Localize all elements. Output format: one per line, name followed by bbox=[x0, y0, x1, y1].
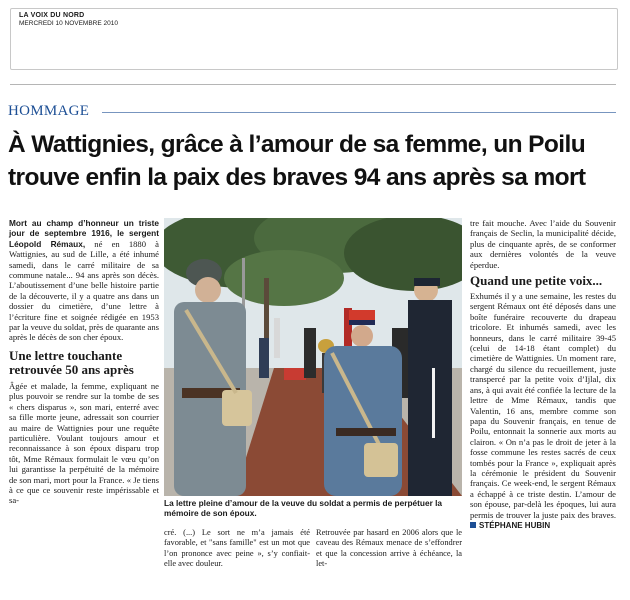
divider bbox=[10, 84, 616, 85]
lead-paragraph bbox=[9, 218, 159, 343]
column-2 bbox=[164, 528, 310, 570]
column-1 bbox=[9, 218, 159, 506]
body-paragraph: Âgée et malade, la femme, expliquant ne plus pouvoir se rendre sur la tombe de ses « chers disparus », son mari, enterré avec sa fille morte jeune, adressait son courrier au maire de Wattignies pour une requête particulière. Voulant toujours amour et reconnaissance à son époux disparu trop tôt, Mme Rémaux formulait le vœu qu’on lui garantisse la perpétuité de la mémoire de son mari, mort pour la France. « Je tiens à ce que ce souvenir reste impérissable et sa- bbox=[9, 380, 159, 506]
subheading-petite-voix: Quand une petite voix... bbox=[470, 273, 603, 289]
masthead bbox=[10, 8, 618, 70]
headline: À Wattignies, grâce à l’amour de sa femme, un Poilu trouve enfin la paix des braves 94 ans après sa mort bbox=[8, 131, 586, 191]
photo-caption: La lettre pleine d’amour de la veuve du soldat a permis de perpétuer la mémoire de son époux. bbox=[164, 498, 443, 518]
ceremony-photo bbox=[164, 218, 462, 496]
signature-square-icon bbox=[470, 522, 476, 528]
column-4-body-text: Exhumés il y a une semaine, les restes du sergent Rémaux ont été déposés dans une boîte funéraire recouverte du drapeau tricolore. Et inhumés samedi, avec les honneurs, dans le carré militaire 39-45 (celui de 14-18 étant complet) du cimetière de Wattignies. Un moment rare, chargé du silence du recueillement, juste transpercé par la petite voix d’Ijlal, dix ans, à qui avait été confiée la lecture de la lettre de Mme Rémaux, tandis que Valentin, 16 ans, membre comme son papa du Souvenir français, en tenue de Poilu, entonnait la sonnerie aux morts au clairon. « On n’a pas le droit de jeter à la fosse commune les restes sacrés de ceux tombés pour la France », expliquait après la cérémonie le président du Souvenir français. Ce week-end, le sergent Rémaux a échappé à ce triste destin. L’amour de son épouse, par-delà les époques, lui aura permis de trouver la juste paix des braves. bbox=[470, 291, 616, 520]
author-signature: STÉPHANE HUBIN bbox=[479, 520, 551, 530]
column-3 bbox=[316, 528, 462, 570]
column-2-text: cré. (...) Le sort ne m’a jamais été favorable, et "sans famille" est un mot que l’on prononce avec peine », s’y confiait-elle avec douleur. bbox=[164, 528, 310, 569]
rubric-divider bbox=[102, 112, 616, 113]
publication-date: MERCREDI 10 NOVEMBRE 2010 bbox=[19, 20, 118, 27]
column-4-body bbox=[470, 291, 616, 531]
column-3-text: Retrouvée par hasard en 2006 alors que le caveau des Rémaux menace de s’effondrer et que la concession arrive à échéance, la let- bbox=[316, 528, 462, 569]
ceremony-photo-image bbox=[164, 218, 462, 496]
lead-rest: né en 1880 à Wattignies, au sud de Lille, a été inhumé samedi, dans le carré militaire de sa commune natale... 94 ans après son décès. L’aboutissement d’une belle histoire partie de la découverte, il y a quatre ans dans un dossier du cimetière, d’une lettre à l’écriture fine et soignée rédigée en 1953 par la veuve du soldat, près de quarante ans après le décès de son cher époux. bbox=[9, 238, 159, 343]
column-4-intro: tre fait mouche. Avec l’aide du Souvenir français de Seclin, la municipalité décide, plus de cinquante après, de se conformer aux dernières volontés de la veuve éperdue. bbox=[470, 218, 616, 270]
section-rubric: HOMMAGE bbox=[8, 103, 90, 119]
subheading-lettre: Une lettre touchante retrouvée 50 ans après bbox=[9, 347, 134, 377]
lead-bold: Mort au champ d’honneur un triste jour de septembre 1916, le sergent Léopold Rémaux, bbox=[9, 218, 159, 249]
column-4 bbox=[470, 218, 616, 531]
newspaper-name: LA VOIX DU NORD bbox=[19, 12, 85, 19]
